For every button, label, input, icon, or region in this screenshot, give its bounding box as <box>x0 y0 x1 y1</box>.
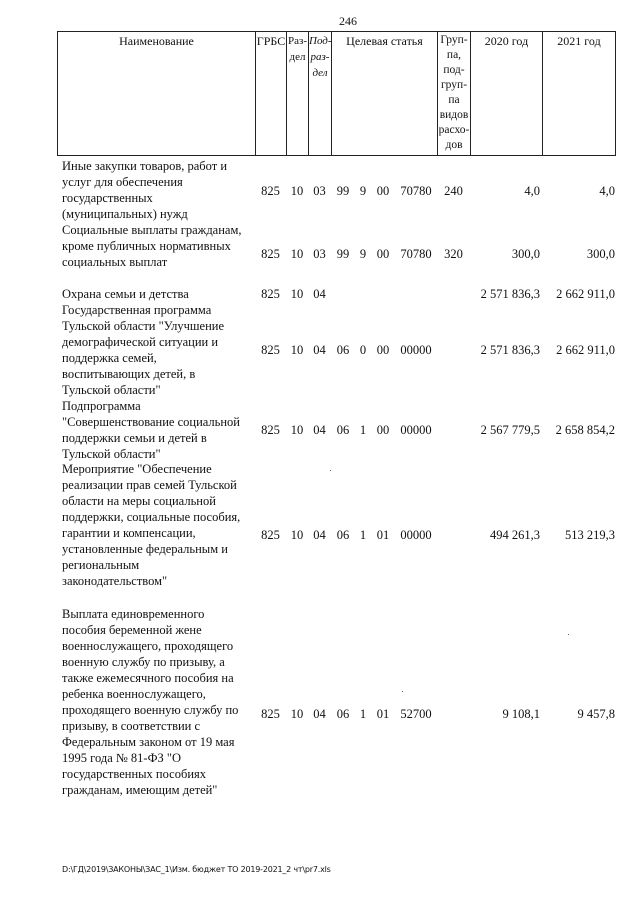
row-cs-program: 99 <box>336 247 350 261</box>
header-group-line: груп- <box>440 79 468 91</box>
row-cs-subprogram: 9 <box>359 184 367 198</box>
row-cs-direction: 00000 <box>400 423 432 437</box>
row-cs-program: 06 <box>336 423 350 437</box>
header-group-line: Груп- <box>440 34 468 46</box>
header-group-line: па, <box>446 49 462 61</box>
header-group <box>438 32 471 155</box>
row-razdel: 10 <box>290 423 304 437</box>
row-name: Социальные выплаты гражданам, кроме публичных нормативных социальных выплат <box>62 223 242 269</box>
row-cs-subprogram: 1 <box>359 528 367 542</box>
row-cs-event: 00 <box>376 184 390 198</box>
row-razdel: 10 <box>290 343 304 357</box>
row-grbs: 825 <box>261 247 280 261</box>
row-cs-program: 99 <box>336 184 350 198</box>
header-name: Наименование <box>58 32 256 155</box>
row-cs-program: 06 <box>336 707 350 721</box>
row-cs-direction: 00000 <box>400 343 432 357</box>
header-group-line: дов <box>445 139 463 151</box>
row-grbs: 825 <box>261 287 280 301</box>
header-razdel-line: Раз- <box>287 35 307 47</box>
header-razdel-line: дел <box>289 51 306 63</box>
row-razdel: 10 <box>290 707 304 721</box>
header-razdel <box>287 32 309 155</box>
row-cs-direction: 00000 <box>400 528 432 542</box>
row-2021: 300,0 <box>586 247 615 261</box>
row-2020: 4,0 <box>524 184 540 198</box>
row-cs-event: 01 <box>376 707 390 721</box>
row-razdel: 10 <box>290 287 304 301</box>
scan-speck <box>402 691 403 692</box>
row-cs-subprogram: 0 <box>359 343 367 357</box>
header-target: Целевая статья <box>332 32 438 155</box>
row-2021: 9 457,8 <box>577 707 615 721</box>
row-cs-event: 01 <box>376 528 390 542</box>
row-name: Государственная программа Тульской области "Улучшение демографической ситуации и поддержка семей, воспитывающих детей, в Тульской области" <box>62 303 225 397</box>
row-podrazdel: 04 <box>313 528 326 542</box>
row-2020: 2 567 779,5 <box>480 423 540 437</box>
header-podrazdel-line: дел <box>312 67 328 79</box>
row-podrazdel: 03 <box>313 247 326 261</box>
row-podrazdel: 04 <box>313 287 326 301</box>
row-name: Выплата единовременного пособия беременной жене военнослужащего, проходящего военную службу по призыву, а также ежемесячного пособия на ребенка военнослужащего, проходящего военную службу по призыву, в соответствии с Федеральным законом от 19 мая 1995 года № 81-ФЗ "О государственных пособиях гражданам, имеющим детей" <box>62 607 239 797</box>
page-number: 246 <box>339 14 357 28</box>
row-2020: 494 261,3 <box>490 528 540 542</box>
row-name: Иные закупки товаров, работ и услуг для обеспечения государственных (муниципальных) нужд <box>62 159 228 221</box>
row-podrazdel: 04 <box>313 707 326 721</box>
header-podrazdel <box>309 32 332 155</box>
row-razdel: 10 <box>290 247 304 261</box>
row-razdel: 10 <box>290 184 304 198</box>
row-name: Охрана семьи и детства <box>62 287 189 301</box>
row-2021: 2 662 911,0 <box>556 343 615 357</box>
row-grbs: 825 <box>261 528 280 542</box>
header-grbs: ГРБС <box>256 32 287 155</box>
row-2020: 2 571 836,3 <box>480 287 540 301</box>
row-vr: 320 <box>444 247 463 261</box>
row-name: Мероприятие "Обеспечение реализации прав семей Тульской области на меры социальной поддержки, социальные пособия, гарантии и компенсации, установленные федеральным и региональным законодательством" <box>62 462 241 588</box>
row-2020: 2 571 836,3 <box>480 343 540 357</box>
row-podrazdel: 04 <box>313 343 326 357</box>
row-cs-event: 00 <box>376 423 390 437</box>
row-2021: 2 662 911,0 <box>556 287 615 301</box>
row-podrazdel: 04 <box>313 423 326 437</box>
header-2020: 2020 год <box>471 32 543 155</box>
header-group-line: па <box>448 94 460 106</box>
row-grbs: 825 <box>261 423 280 437</box>
header-2021: 2021 год <box>557 34 601 48</box>
row-cs-direction: 70780 <box>400 247 432 261</box>
row-2020: 300,0 <box>511 247 540 261</box>
row-grbs: 825 <box>261 343 280 357</box>
header-group-line: видов <box>439 109 469 121</box>
row-2021: 4,0 <box>599 184 615 198</box>
header-group-line: расхо- <box>438 124 470 136</box>
row-2021: 2 658 854,2 <box>555 423 615 437</box>
row-name: Подпрограмма "Совершенствование социальной поддержки семьи и детей в Тульской области" <box>62 399 240 461</box>
row-cs-subprogram: 1 <box>359 423 367 437</box>
row-podrazdel: 03 <box>313 184 326 198</box>
row-cs-program: 06 <box>336 528 350 542</box>
row-cs-program: 06 <box>336 343 350 357</box>
row-cs-subprogram: 1 <box>359 707 367 721</box>
row-cs-direction: 70780 <box>400 184 432 198</box>
row-2020: 9 108,1 <box>502 707 540 721</box>
row-cs-direction: 52700 <box>400 707 432 721</box>
scan-speck <box>568 634 569 635</box>
header-group-line: под- <box>443 64 465 76</box>
row-grbs: 825 <box>261 184 280 198</box>
header-podrazdel-line: раз- <box>310 51 330 63</box>
row-grbs: 825 <box>261 707 280 721</box>
header-podrazdel-line: Под- <box>309 35 332 47</box>
row-cs-event: 00 <box>376 247 390 261</box>
row-razdel: 10 <box>290 528 304 542</box>
row-2021: 513 219,3 <box>565 528 615 542</box>
row-vr: 240 <box>444 184 463 198</box>
row-cs-event: 00 <box>376 343 390 357</box>
table-header <box>57 31 616 156</box>
scan-speck <box>330 470 331 471</box>
row-cs-subprogram: 9 <box>359 247 367 261</box>
file-path-footer: D:\ГД\2019\ЗАКОНЫ\ЗАС_1\Изм. бюджет ТО 2019-2021_2 чт\pr7.xls <box>62 865 331 874</box>
